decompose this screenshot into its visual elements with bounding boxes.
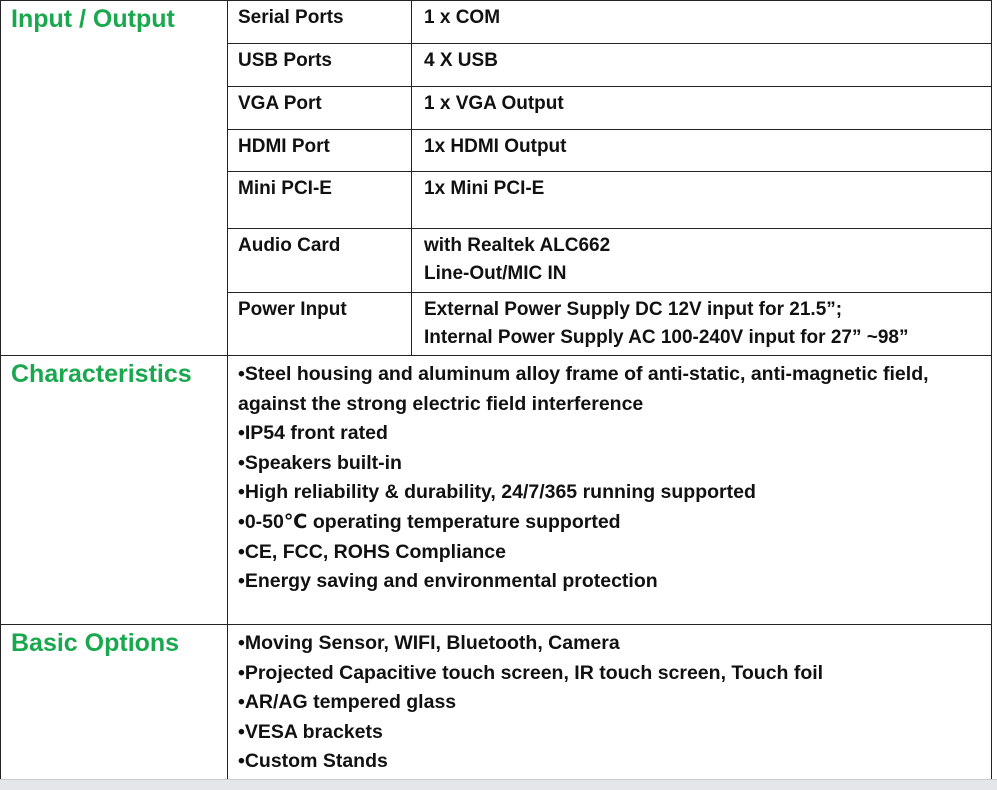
- characteristics-list: [228, 356, 992, 625]
- list-item: •CE, FCC, ROHS Compliance: [238, 540, 506, 563]
- spec-label: Serial Ports: [228, 1, 412, 44]
- table-row: [1, 625, 992, 780]
- basic-options-list: [228, 625, 992, 780]
- spec-label: USB Ports: [228, 44, 412, 87]
- section-title-characteristics: Characteristics: [1, 356, 228, 625]
- list-item: •Moving Sensor, WIFI, Bluetooth, Camera: [238, 632, 620, 654]
- list-item: •High reliability & durability, 24/7/365 running supported: [238, 481, 756, 504]
- list-item: •Projected Capacitive touch screen, IR touch screen, Touch foil: [238, 661, 824, 684]
- spec-value-line: with Realtek ALC662: [424, 235, 611, 256]
- spec-value: [412, 44, 992, 87]
- spec-value: [412, 229, 992, 293]
- spec-value-line: 1 x COM: [424, 7, 501, 28]
- list-item: •AR/AG tempered glass: [238, 691, 457, 714]
- spec-value: [412, 1, 992, 44]
- spec-label: Audio Card: [228, 229, 412, 293]
- list-item: •Speakers built-in: [238, 451, 402, 474]
- spec-value: [412, 87, 992, 130]
- table-row: [1, 356, 992, 625]
- section-title-basic-options: Basic Options: [1, 625, 228, 780]
- spec-value-line: Line-Out/MIC IN: [424, 263, 567, 284]
- spec-value-line: 4 X USB: [424, 50, 498, 71]
- spec-label: Power Input: [228, 293, 412, 356]
- spec-value-line: 1x HDMI Output: [424, 136, 567, 157]
- page-bottom-strip: [0, 779, 997, 790]
- spec-label: VGA Port: [228, 87, 412, 130]
- list-item: •Custom Stands: [238, 750, 388, 773]
- spec-value-line: 1x Mini PCI-E: [424, 178, 545, 199]
- spec-value-line: 1 x VGA Output: [424, 93, 564, 114]
- spec-value-line: External Power Supply DC 12V input for 21.5”;: [424, 299, 843, 320]
- list-item: •0-50℃ operating temperature supported: [238, 510, 621, 533]
- spec-value: [412, 172, 992, 229]
- spec-value-line: Internal Power Supply AC 100-240V input for 27” ~98”: [424, 327, 909, 348]
- spec-label: Mini PCI-E: [228, 172, 412, 229]
- list-item: •VESA brackets: [238, 720, 383, 743]
- section-title-input-output: Input / Output: [1, 1, 228, 356]
- list-item: •Energy saving and environmental protection: [238, 570, 658, 593]
- table-row: [1, 1, 992, 44]
- list-item: •Steel housing and aluminum alloy frame of anti-static, anti-magnetic field, against the strong electric field interference: [238, 363, 929, 415]
- spec-value: [412, 293, 992, 356]
- list-item: •IP54 front rated: [238, 422, 388, 445]
- spec-value: [412, 130, 992, 172]
- spec-label: HDMI Port: [228, 130, 412, 172]
